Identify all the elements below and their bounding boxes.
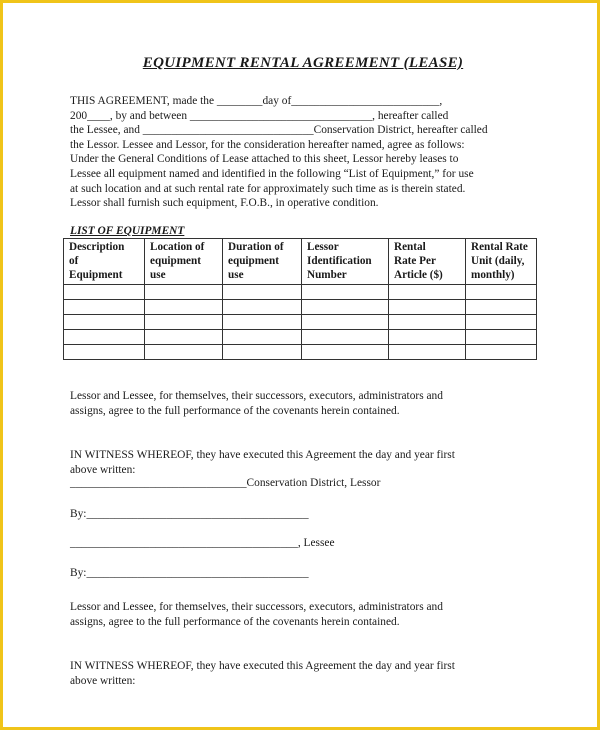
table-cell xyxy=(223,330,302,345)
table-cell xyxy=(145,330,223,345)
covenant-line: Lessor and Lessee, for themselves, their successors, executors, administrators and xyxy=(70,601,443,613)
table-cell xyxy=(302,285,389,300)
column-header xyxy=(466,239,537,285)
header-line: Equipment xyxy=(69,269,123,281)
table-cell xyxy=(145,300,223,315)
witness-line: IN WITNESS WHEREOF, they have executed this Agreement the day and year first xyxy=(70,449,455,461)
header-line: Rental xyxy=(394,241,426,253)
header-line: use xyxy=(150,269,166,281)
table-cell xyxy=(466,345,537,360)
table-cell xyxy=(64,285,145,300)
covenant-line: Lessor and Lessee, for themselves, their successors, executors, administrators and xyxy=(70,390,443,402)
intro-line: THIS AGREEMENT, made the ________day of__________________________, xyxy=(70,95,443,107)
table-cell xyxy=(223,345,302,360)
table-row xyxy=(64,345,537,360)
table-cell xyxy=(145,345,223,360)
table-cell xyxy=(64,345,145,360)
table-header-row xyxy=(64,239,537,285)
header-line: Description xyxy=(69,241,125,253)
header-line: use xyxy=(228,269,244,281)
witness-paragraph-repeat xyxy=(70,659,530,688)
table-row xyxy=(64,285,537,300)
table-cell xyxy=(64,315,145,330)
table-cell xyxy=(64,330,145,345)
table-cell xyxy=(302,315,389,330)
intro-line: Lessee all equipment named and identified in the following “List of Equipment,” for use xyxy=(70,167,474,180)
column-header xyxy=(64,239,145,285)
lessee-by-signature-line[interactable]: By:_______________________________________ xyxy=(70,567,309,579)
table-cell xyxy=(302,300,389,315)
table-cell xyxy=(389,330,466,345)
table-cell xyxy=(389,315,466,330)
intro-line: Lessor shall furnish such equipment, F.O.B., in operative condition. xyxy=(70,197,379,210)
lessor-by-signature-line[interactable]: By:_______________________________________ xyxy=(70,508,309,520)
table-row xyxy=(64,330,537,345)
lessee-signature-line[interactable]: ________________________________________, Lessee xyxy=(70,537,335,549)
equipment-table xyxy=(63,238,537,360)
table-cell xyxy=(302,345,389,360)
header-line: Rental Rate xyxy=(471,241,528,253)
table-cell xyxy=(145,285,223,300)
table-cell xyxy=(302,330,389,345)
witness-paragraph xyxy=(70,448,530,477)
table-cell xyxy=(64,300,145,315)
header-line: Duration of xyxy=(228,241,284,253)
column-header xyxy=(145,239,223,285)
table-row xyxy=(64,300,537,315)
header-line: Rate Per xyxy=(394,255,436,267)
lessor-signature-line[interactable]: _______________________________Conservation District, Lessor xyxy=(70,477,381,489)
column-header xyxy=(302,239,389,285)
document-page xyxy=(3,3,597,727)
witness-line: above written: xyxy=(70,674,136,687)
header-line: equipment xyxy=(228,255,279,267)
header-line: Identification xyxy=(307,255,372,267)
intro-line: the Lessor. Lessee and Lessor, for the consideration hereafter named, agree as follows: xyxy=(70,138,465,151)
table-cell xyxy=(145,315,223,330)
intro-line: the Lessee, and ______________________________Conservation District, hereafter called xyxy=(70,124,488,137)
table-cell xyxy=(466,330,537,345)
table-cell xyxy=(389,285,466,300)
header-line: Article ($) xyxy=(394,269,443,281)
header-line: monthly) xyxy=(471,269,515,281)
header-line: equipment xyxy=(150,255,201,267)
header-line: Unit (daily, xyxy=(471,255,525,267)
column-header xyxy=(389,239,466,285)
table-cell xyxy=(223,285,302,300)
table-cell xyxy=(389,300,466,315)
covenant-paragraph xyxy=(70,389,530,418)
equipment-list-heading: LIST OF EQUIPMENT xyxy=(70,225,185,237)
intro-line: 200____, by and between ________________________________, hereafter called xyxy=(70,109,449,122)
document-title: EQUIPMENT RENTAL AGREEMENT (LEASE) xyxy=(142,55,464,71)
witness-line: IN WITNESS WHEREOF, they have executed this Agreement the day and year first xyxy=(70,660,455,672)
intro-line: Under the General Conditions of Lease attached to this sheet, Lessor hereby leases to xyxy=(70,153,459,166)
table-cell xyxy=(466,300,537,315)
covenant-paragraph-repeat xyxy=(70,600,530,629)
header-line: Lessor xyxy=(307,241,339,253)
header-line: Number xyxy=(307,269,347,281)
intro-line: at such location and at such rental rate for approximately such time as is therein stated. xyxy=(70,182,466,195)
header-line: of xyxy=(69,255,79,267)
witness-line: above written: xyxy=(70,463,136,476)
table-cell xyxy=(389,345,466,360)
table-row xyxy=(64,315,537,330)
column-header xyxy=(223,239,302,285)
header-line: Location of xyxy=(150,241,205,253)
covenant-line: assigns, agree to the full performance of the covenants herein contained. xyxy=(70,404,400,417)
table-cell xyxy=(466,315,537,330)
table-cell xyxy=(223,300,302,315)
table-cell xyxy=(466,285,537,300)
covenant-line: assigns, agree to the full performance of the covenants herein contained. xyxy=(70,615,400,628)
intro-paragraph xyxy=(70,94,530,211)
table-cell xyxy=(223,315,302,330)
